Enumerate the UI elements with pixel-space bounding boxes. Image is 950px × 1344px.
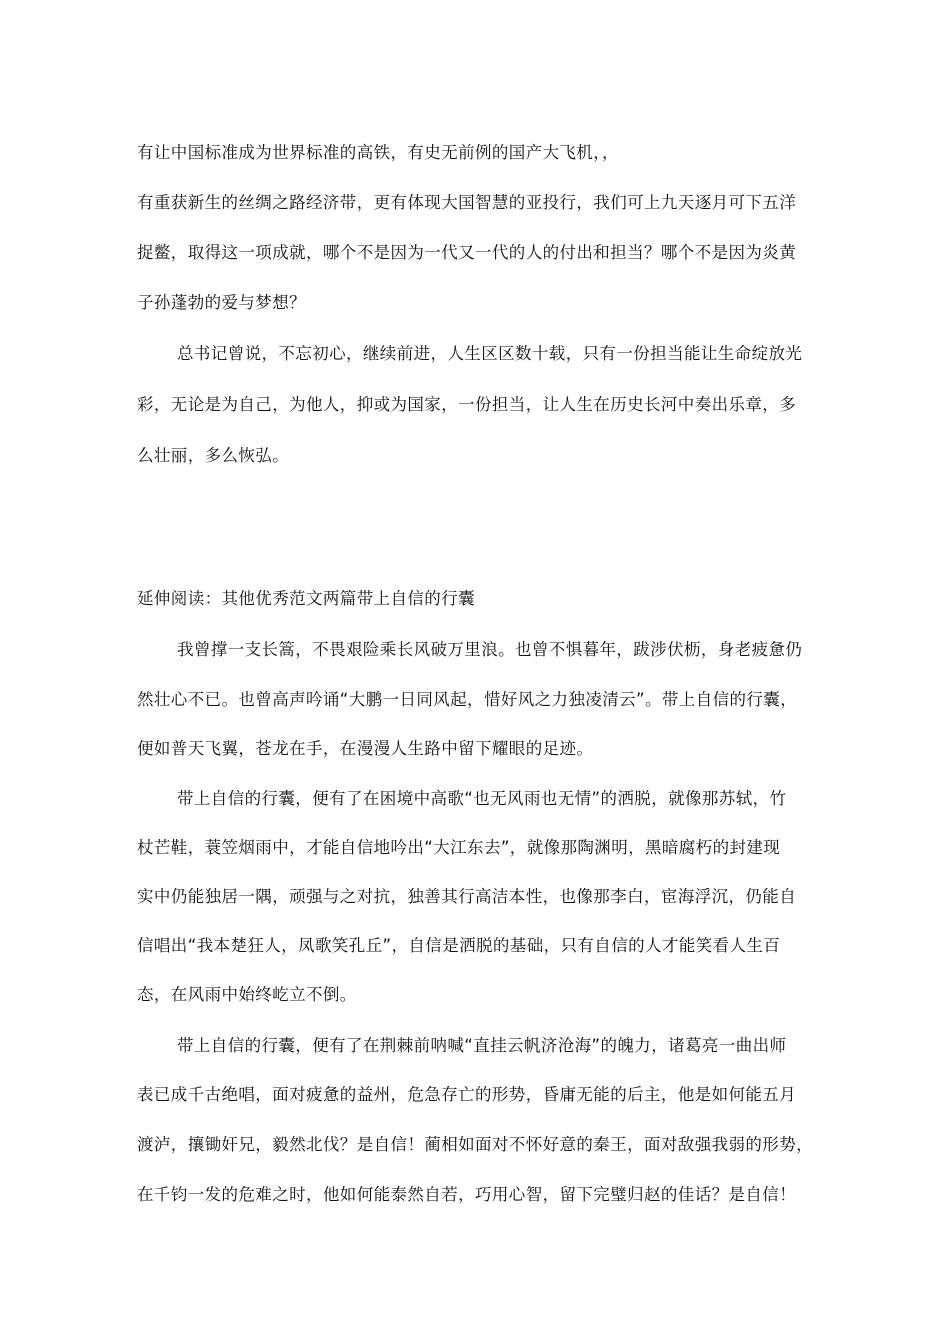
text-line: 表已成千古绝唱，面对疲惫的益州，危急存亡的形势，昏庸无能的后主，他是如何能五月 — [137, 1085, 797, 1104]
text-line: 子孙蓬勃的爱与梦想？ — [137, 293, 306, 312]
text-line: 在千钧一发的危难之时，他如何能泰然自若，巧用心智，留下完璧归赵的佳话？是自信！ — [137, 1185, 797, 1204]
paragraph-first-line: 带上自信的行囊，便有了在荆棘前呐喊“直挂云帆济沧海”的魄力，诸葛亮一曲出师 — [177, 1036, 787, 1055]
text-line: 捉鳖，取得这一项成就，哪个不是因为一代又一代的人的付出和担当？哪个不是因为炎黄 — [137, 243, 797, 262]
text-line: 实中仍能独居一隅，顽强与之对抗，独善其行高洁本性，也像那李白，宦海浮沉，仍能自 — [137, 887, 797, 906]
section-heading: 延伸阅读：其他优秀范文两篇带上自信的行囊 — [137, 589, 475, 608]
paragraph-first-line: 带上自信的行囊，便有了在困境中高歌“也无风雨也无情”的洒脱，就像那苏轼，竹 — [177, 789, 787, 808]
text-line: 么壮丽，多么恢弘。 — [137, 446, 290, 465]
text-line: 然壮心不已。也曾高声吟诵“大鹏一日同风起，惜好风之力独凌清云”。带上自信的行囊， — [137, 690, 798, 709]
paragraph-first-line: 我曾撑一支长篙，不畏艰险乘长风破万里浪。也曾不惧暮年，跋涉伏枥，身老疲惫仍 — [177, 640, 803, 659]
paragraph-first-line: 总书记曾说，不忘初心，继续前进，人生区区数十载，只有一份担当能让生命绽放光 — [177, 344, 803, 363]
text-line: 有重获新生的丝绸之路经济带，更有体现大国智慧的亚投行，我们可上九天逐月可下五洋 — [137, 193, 797, 212]
text-line: 有让中国标准成为世界标准的高铁，有史无前例的国产大飞机，， — [137, 143, 619, 162]
text-line: 渡泸，攘锄奸兄，毅然北伐？是自信！蔺相如面对不怀好意的秦王，面对敌强我弱的形势， — [137, 1135, 813, 1154]
text-line: 彩，无论是为自己，为他人，抑或为国家，一份担当，让人生在历史长河中奏出乐章，多 — [137, 395, 797, 414]
text-line: 态，在风雨中始终屹立不倒。 — [137, 985, 357, 1004]
text-line: 便如普天飞翼，苍龙在手，在漫漫人生路中留下耀眼的足迹。 — [137, 739, 594, 758]
text-line: 信唱出“我本楚狂人，凤歌笑孔丘”，自信是洒脱的基础，只有自信的人才能笑看人生百 — [137, 936, 781, 955]
text-line: 杖芒鞋，蓑笠烟雨中，才能自信地吟出“大江东去”，就像那陶渊明，黑暗腐朽的封建现 — [137, 838, 781, 857]
